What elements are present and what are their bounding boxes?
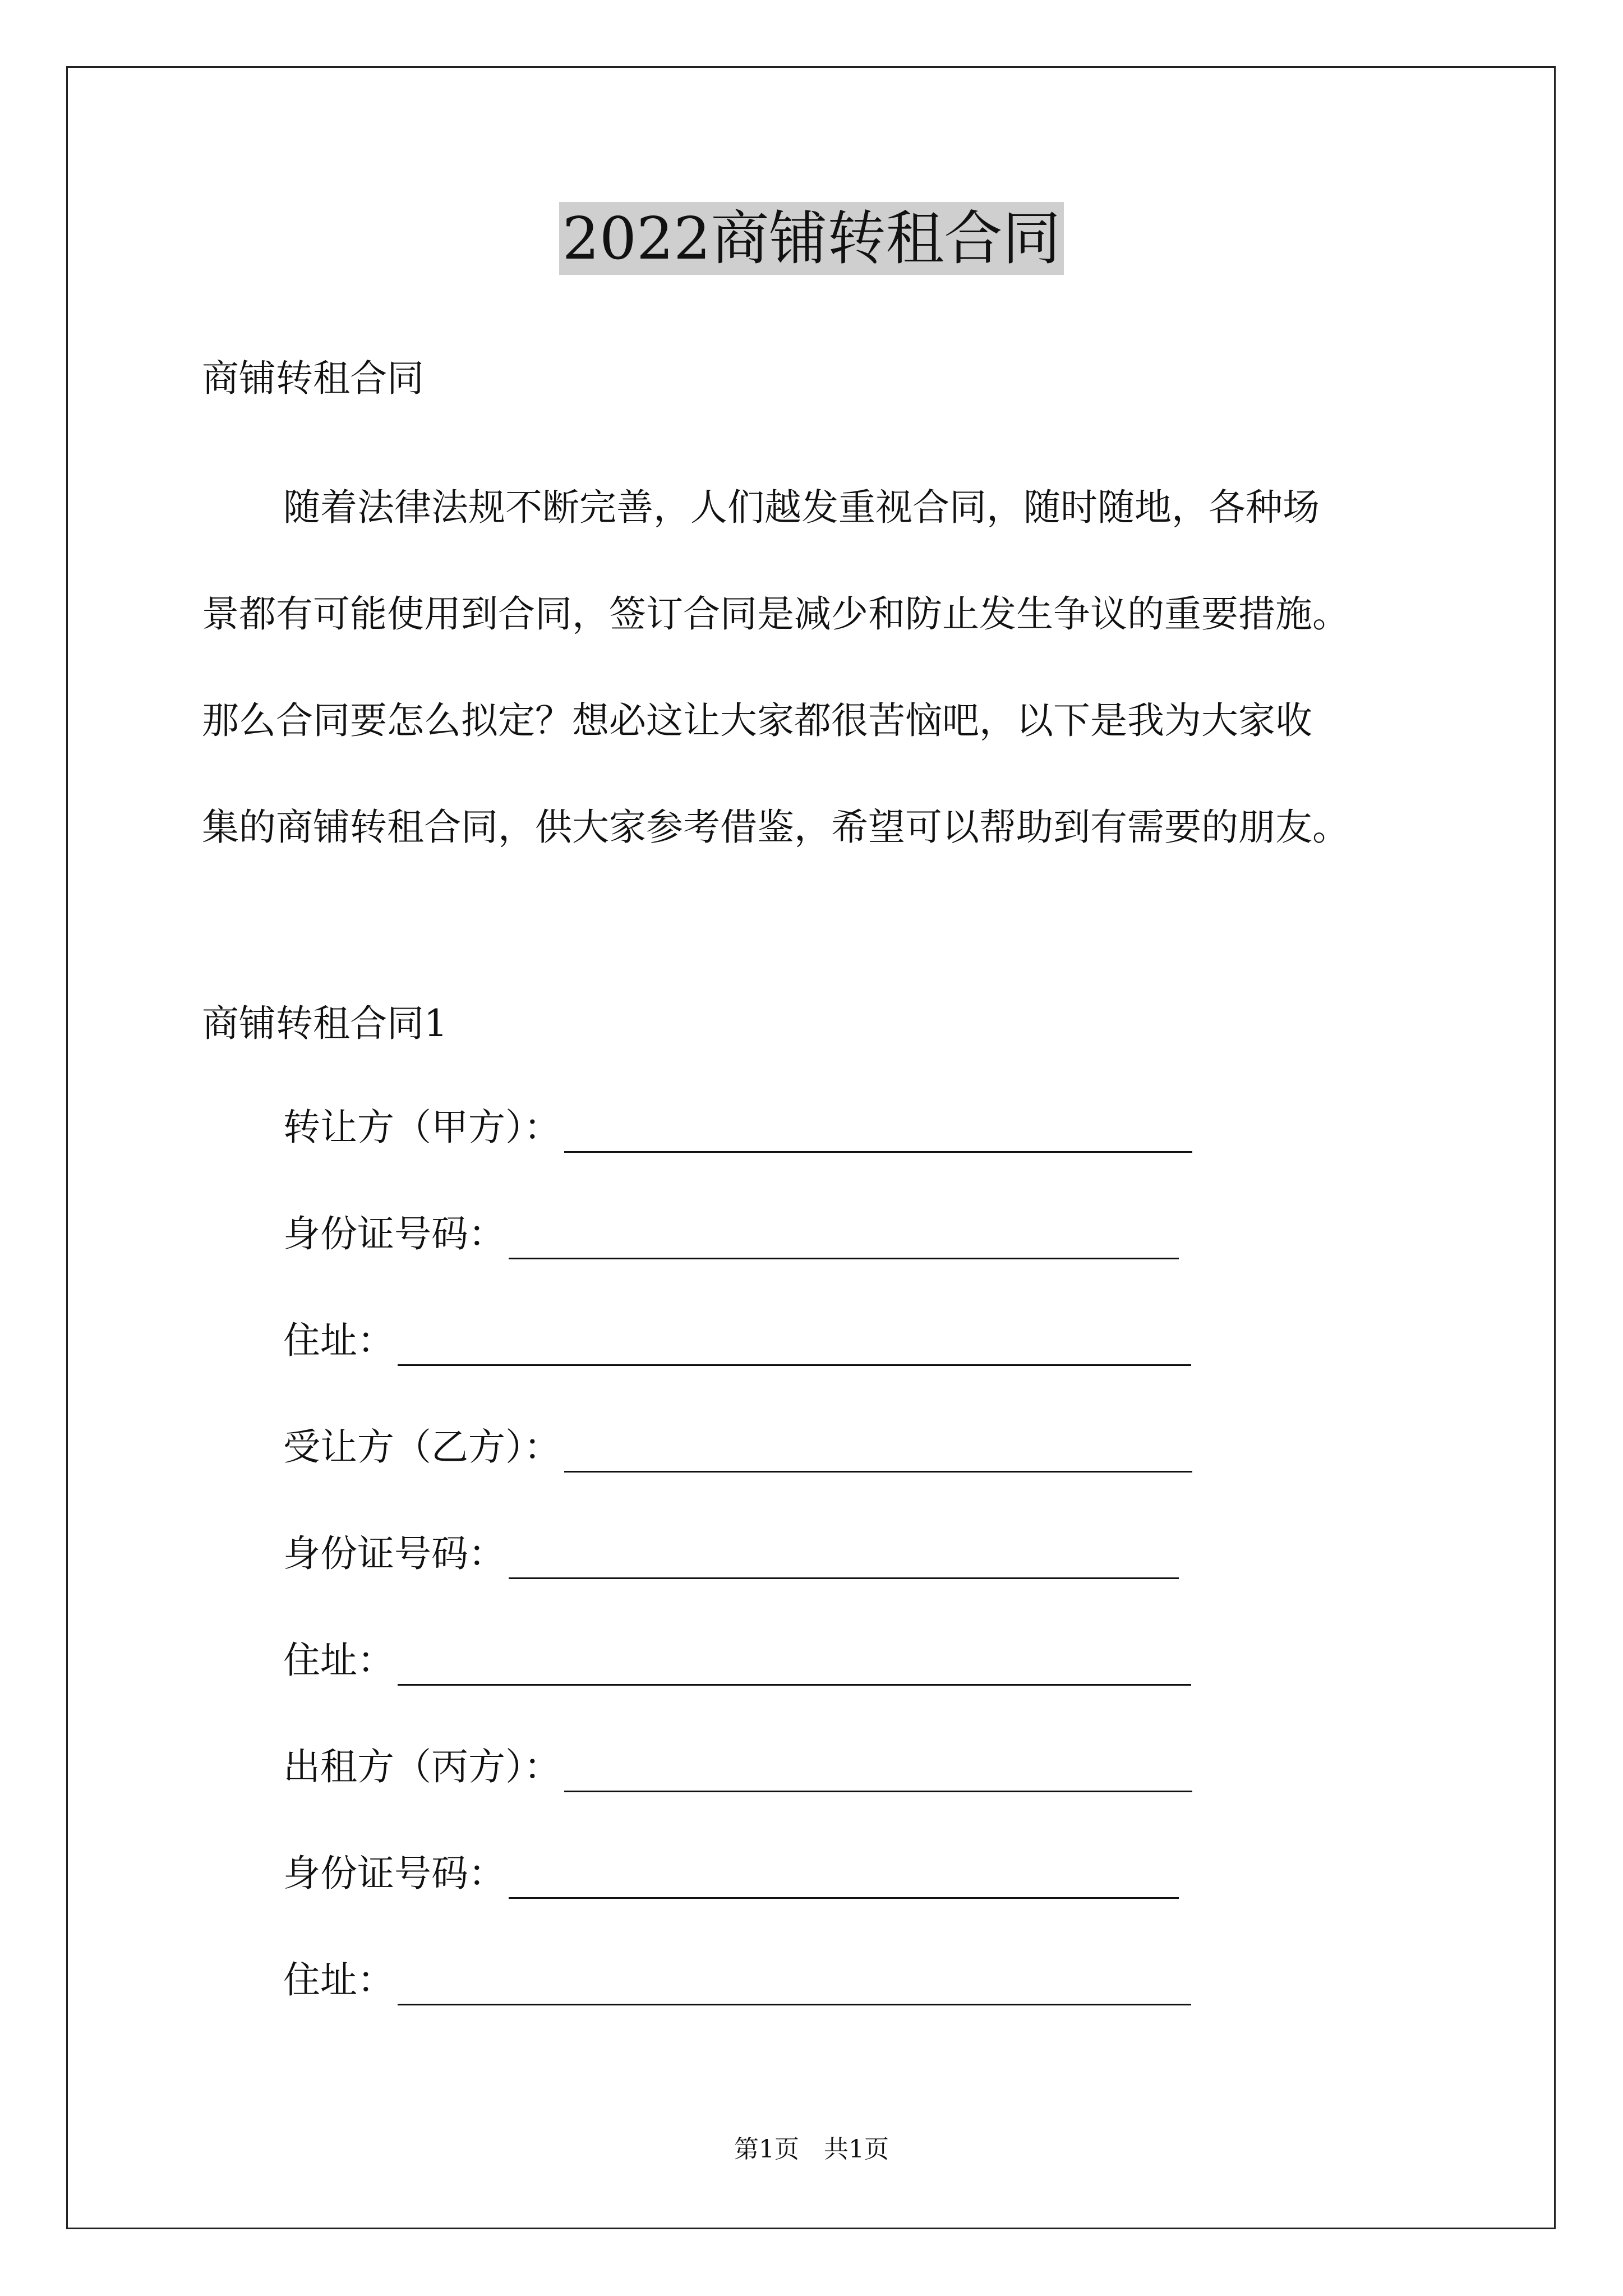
field-transferee — [283, 1422, 1192, 1473]
field-transferee-address — [283, 1635, 1191, 1686]
field-lessor-id — [283, 1848, 1179, 1899]
blank-line[interactable] — [398, 1645, 1191, 1686]
field-lessor — [283, 1742, 1192, 1792]
field-lessor-address — [283, 1955, 1191, 2005]
field-label: 住址： — [283, 1639, 394, 1682]
field-label: 身份证号码： — [283, 1852, 505, 1895]
blank-line[interactable] — [509, 1218, 1179, 1259]
field-label: 住址： — [283, 1319, 394, 1362]
field-label: 住址： — [283, 1958, 394, 2001]
blank-line[interactable] — [398, 1325, 1191, 1366]
page-footer: 第1页 共1页 — [734, 2135, 889, 2164]
document-title — [0, 199, 1623, 278]
blank-line[interactable] — [564, 1112, 1192, 1153]
intro-line: 那么合同要怎么拟定？想必这让大家都很苦恼吧，以下是我为大家收 — [202, 699, 1312, 742]
field-label: 受让方（乙方）： — [283, 1425, 561, 1469]
intro-paragraph — [202, 454, 1436, 881]
intro-line: 景都有可能使用到合同，签订合同是减少和防止发生争议的重要措施。 — [202, 592, 1349, 636]
field-label: 出租方（丙方）： — [283, 1745, 561, 1788]
intro-line: 随着法律法规不断完善，人们越发重视合同，随时随地，各种场 — [283, 486, 1320, 529]
blank-line[interactable] — [509, 1538, 1179, 1579]
field-transferor-id — [283, 1209, 1179, 1259]
section-heading: 商铺转租合同1 — [202, 1002, 448, 1045]
document-title-text: 2022商铺转租合同 — [559, 202, 1064, 275]
field-transferor-address — [283, 1315, 1191, 1366]
intro-line: 集的商铺转租合同，供大家参考借鉴，希望可以帮助到有需要的朋友。 — [202, 806, 1349, 849]
field-label: 身份证号码： — [283, 1212, 505, 1255]
blank-line[interactable] — [509, 1858, 1179, 1899]
field-transferee-id — [283, 1529, 1179, 1579]
blank-line[interactable] — [398, 1964, 1191, 2005]
document-heading: 商铺转租合同 — [202, 357, 424, 400]
field-label: 转让方（甲方）： — [283, 1106, 561, 1149]
blank-line[interactable] — [564, 1432, 1192, 1473]
field-transferor — [283, 1102, 1192, 1153]
blank-line[interactable] — [564, 1751, 1192, 1792]
field-label: 身份证号码： — [283, 1532, 505, 1575]
